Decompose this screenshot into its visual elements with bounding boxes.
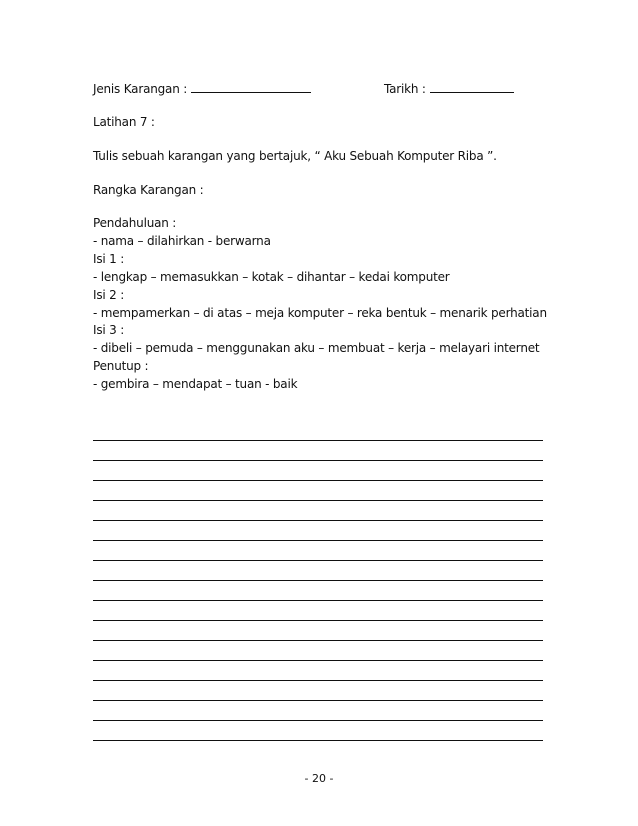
- writing-line[interactable]: [93, 560, 543, 561]
- writing-line[interactable]: [93, 440, 543, 441]
- writing-line[interactable]: [93, 460, 543, 461]
- page-number: - 20 -: [304, 772, 334, 785]
- writing-line[interactable]: [93, 520, 543, 521]
- writing-line[interactable]: [93, 500, 543, 501]
- writing-line[interactable]: [93, 700, 543, 701]
- outline-section-heading: Isi 3 :: [93, 323, 125, 337]
- exercise-title: Latihan 7 :: [93, 115, 155, 129]
- writing-line[interactable]: [93, 480, 543, 481]
- writing-line[interactable]: [93, 580, 543, 581]
- tarikh-label: Tarikh :: [384, 82, 426, 96]
- exercise-instruction: Tulis sebuah karangan yang bertajuk, “ Aku Sebuah Komputer Riba ”.: [93, 149, 497, 163]
- outline-heading: Rangka Karangan :: [93, 183, 204, 197]
- jenis-karangan-row: [93, 80, 311, 97]
- outline-section-heading: Isi 1 :: [93, 252, 125, 266]
- writing-line[interactable]: [93, 720, 543, 721]
- outline-section-heading: Isi 2 :: [93, 288, 125, 302]
- writing-line[interactable]: [93, 740, 543, 741]
- outline-section-points: - gembira – mendapat – tuan - baik: [93, 377, 298, 391]
- jenis-karangan-blank[interactable]: [191, 80, 311, 93]
- writing-line[interactable]: [93, 640, 543, 641]
- outline-section-points: - lengkap – memasukkan – kotak – dihantar – kedai komputer: [93, 270, 450, 284]
- outline-section-points: - mempamerkan – di atas – meja komputer – reka bentuk – menarik perhatian: [93, 306, 547, 320]
- jenis-karangan-label: Jenis Karangan :: [93, 82, 188, 96]
- writing-line[interactable]: [93, 680, 543, 681]
- tarikh-blank[interactable]: [430, 80, 514, 93]
- tarikh-row: [384, 80, 514, 97]
- writing-line[interactable]: [93, 620, 543, 621]
- outline-section-heading: Pendahuluan :: [93, 216, 177, 230]
- writing-line[interactable]: [93, 660, 543, 661]
- outline-section-points: - nama – dilahirkan - berwarna: [93, 234, 271, 248]
- outline-section-points: - dibeli – pemuda – menggunakan aku – membuat – kerja – melayari internet: [93, 341, 540, 355]
- writing-line[interactable]: [93, 600, 543, 601]
- outline-section-heading: Penutup :: [93, 359, 149, 373]
- writing-line[interactable]: [93, 540, 543, 541]
